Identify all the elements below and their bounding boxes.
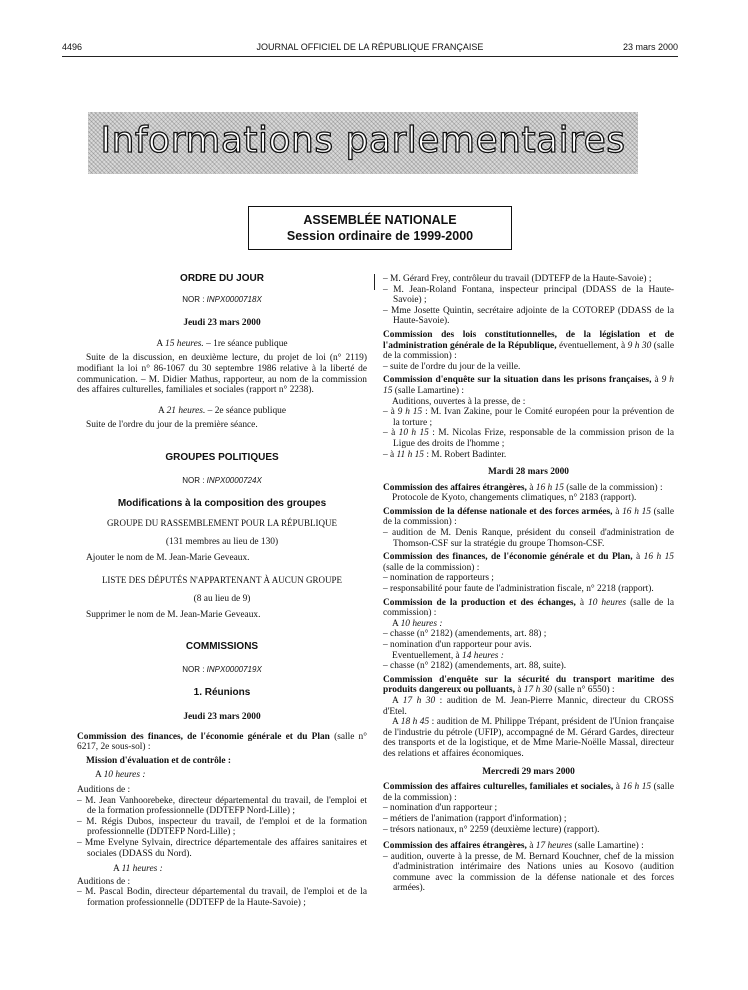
- maritime-commission: [383, 675, 674, 696]
- culturelles-connector: à: [613, 782, 623, 793]
- nor-prefix: NOR :: [182, 294, 207, 304]
- production-session-2: [383, 651, 674, 662]
- seance-1-body: Suite de la discussion, en deuxième lecture, du projet de loi (n° 2119) modifiant la loi n° 86-1067 du 30 septembre 1986 relative à la liberté de communication. – M. Didier Mathus, rapporteur, au nom de la commission des affaires culturelles, familiales et sociales (rapport n° 2238).: [77, 353, 367, 396]
- etrangeres-room: (salle de la commission) :: [563, 482, 663, 493]
- commissions-heading: COMMISSIONS: [185, 641, 259, 653]
- ordre-du-jour-heading: ORDRE DU JOUR: [180, 273, 264, 284]
- mission-10h: [77, 770, 367, 781]
- seance-2-heading: [77, 406, 367, 417]
- etrangeres-commission-2: [383, 841, 674, 852]
- audition-time: 17 h 30: [402, 695, 436, 706]
- culturelles-commission: [383, 782, 674, 803]
- etrangeres-title: Commission des affaires étrangères,: [383, 841, 527, 852]
- non-inscrits-members: (8 au lieu de 9): [193, 594, 251, 605]
- etrangeres-time: 16 h 15: [535, 482, 564, 493]
- item-text: : M. Ivan Zakine, pour le Comité européen pour la prévention de la torture ;: [393, 407, 674, 428]
- mission-heading: Mission d'évaluation et de contrôle :: [86, 755, 232, 766]
- nor-prefix: NOR :: [182, 475, 207, 485]
- session-prefix: A: [392, 618, 401, 629]
- list-item: – trésors nationaux, n° 2259 (deuxième lecture) (rapport).: [383, 824, 600, 835]
- seance-2-prefix: A: [157, 405, 167, 416]
- item-prefix: – à: [383, 428, 399, 439]
- etrangeres-time: 17 heures: [535, 841, 573, 852]
- defense-connector: à: [612, 506, 623, 517]
- list-item: [383, 407, 674, 428]
- defense-commission: [383, 507, 674, 528]
- prisons-title: Commission d'enquête sur la situation dans les prisons françaises,: [383, 375, 652, 386]
- session-time: 10 heures :: [400, 618, 443, 629]
- list-item: – métiers de l'animation (rapport d'information) ;: [383, 813, 567, 824]
- list-item: – M. Jean-Roland Fontana, inspecteur principal (DDASS de la Haute-Savoie) ;: [383, 284, 674, 306]
- list-item: [383, 450, 674, 461]
- groupes-heading: GROUPES POLITIQUES: [165, 451, 279, 463]
- list-item: – Mme Josette Quintin, secrétaire adjointe de la COTOREP (DDASS de la Haute-Savoie).: [383, 305, 674, 327]
- list-item: – M. Pascal Bodin, directeur départemental du travail, de l'emploi et de la formation professionnelle (DDTEFP de la Haute-Savoie) ;: [77, 887, 367, 908]
- list-item: – M. Gérard Frey, contrôleur du travail (DDTEFP de la Haute-Savoie) ;: [383, 274, 652, 284]
- defense-room: (salle de la commission) :: [383, 506, 674, 528]
- rpr-heading: GROUPE DU RASSEMBLEMENT POUR LA RÉPUBLIQUE: [106, 517, 338, 528]
- etrangeres-connector: à: [526, 482, 536, 493]
- maritime-audition-1: [383, 696, 674, 717]
- list-item: – M. Régis Dubos, inspecteur du travail, de l'emploi et de la formation professionnelle (DDTEFP Nord-Lille) ;: [77, 816, 367, 838]
- mission-11h: [77, 864, 367, 875]
- list-item: [383, 428, 674, 449]
- lois-commission: [383, 330, 674, 362]
- mission-11h-time: 11 heures :: [121, 864, 163, 875]
- defense-time: 16 h 15: [622, 506, 651, 517]
- lois-title: Commission des lois constitutionnelles, de la législation et de l'administration générale de la République,: [383, 329, 674, 351]
- mission-10h-prefix: A: [95, 770, 104, 781]
- section-banner: [88, 112, 638, 174]
- list-item: – responsabilité pour faute de l'administration fiscale, n° 2218 (rapport).: [383, 584, 654, 595]
- etrangeres-room: (salle Lamartine) :: [572, 841, 644, 852]
- audition-text: : audition de M. Philippe Trépant, président de l'Union française de l'industrie du pétrole (UFIP), accompagné de M. Gérard Gardes, directeur des transports et de la logistique, et de Mme Marie-Noëlle Massal, directeur des relations et affaires économiques.: [383, 717, 674, 759]
- culturelles-title: Commission des affaires culturelles, familiales et sociales,: [383, 782, 614, 793]
- maritime-connector: à: [515, 685, 524, 696]
- maritime-title: Commission d'enquête sur la sécurité du transport maritime des produits dangereux ou polluants,: [383, 674, 674, 696]
- rpr-members: (131 membres au lieu de 130): [165, 537, 279, 548]
- seance-1-time: 15 heures.: [165, 338, 204, 349]
- modifications-heading: Modifications à la composition des groupes: [117, 498, 327, 510]
- nor-code: INPX0000719X: [206, 664, 262, 674]
- finances-commission: [77, 732, 367, 753]
- header-rule: [62, 56, 678, 57]
- session-name: Session ordinaire de 1999-2000: [286, 229, 474, 243]
- maritime-time: 17 h 30: [523, 685, 552, 696]
- seance-1-heading: [77, 339, 367, 350]
- finances-time: 16 h 15: [643, 552, 674, 563]
- reunions-date: Jeudi 23 mars 2000: [183, 712, 261, 723]
- defense-title: Commission de la défense nationale et des forces armées,: [383, 506, 613, 517]
- mercredi-date: Mercredi 29 mars 2000: [482, 766, 575, 777]
- seance-1-label: – 1re séance publique: [203, 338, 288, 349]
- finances-room: (salle n° 6217, 2e sous-sol) :: [77, 731, 367, 753]
- reunions-heading: 1. Réunions: [193, 687, 251, 699]
- list-item: – chasse (n° 2182) (amendements, art. 88) ;: [383, 629, 547, 640]
- item-time: 9 h 15: [397, 407, 423, 418]
- issue-date: 23 mars 2000: [622, 42, 678, 52]
- groupes-nor-reference: [77, 476, 367, 487]
- production-commission: [383, 598, 674, 619]
- seance-2-label: – 2e séance publique: [205, 405, 287, 416]
- item-prefix: – à: [383, 449, 397, 460]
- left-column: [77, 270, 367, 909]
- etrangeres-body: Protocole de Kyoto, changements climatiques, n° 2183 (rapport).: [392, 493, 637, 504]
- list-item: – chasse (n° 2182) (amendements, art. 88, suite).: [383, 661, 567, 672]
- non-inscrits-heading: LISTE DES DÉPUTÉS N'APPARTENANT À AUCUN GROUPE: [101, 574, 343, 585]
- culturelles-time: 16 h 15: [622, 782, 652, 793]
- seance-1-prefix: A: [156, 338, 166, 349]
- assembly-box: [248, 206, 512, 250]
- column-rule: [374, 274, 375, 290]
- prisons-label: Auditions, ouvertes à la presse, de :: [392, 396, 526, 407]
- finances-connector: à: [632, 552, 644, 563]
- assembly-name: ASSEMBLÉE NATIONALE: [303, 213, 457, 227]
- lois-connector: éventuellement, à: [556, 340, 628, 351]
- ordre-nor-reference: [77, 295, 367, 306]
- production-room: (salle de la commission) :: [383, 597, 674, 619]
- item-time: 10 h 15: [398, 428, 429, 439]
- banner-title: Informations parlementaires: [100, 120, 626, 161]
- finances-title: Commission des finances, de l'économie générale et du Plan,: [383, 552, 633, 563]
- seance-2-body: Suite de l'ordre du jour de la première séance.: [86, 420, 258, 431]
- audition-prefix: A: [392, 695, 403, 706]
- finances-commission-2: [383, 552, 674, 573]
- culturelles-room: (salle de la commission) :: [383, 782, 674, 803]
- list-item: – suite de l'ordre du jour de la veille.: [383, 361, 521, 372]
- right-column: [383, 270, 674, 894]
- prisons-time: 9 h 15: [383, 375, 674, 396]
- prisons-room: (salle Lamartine) :: [392, 385, 464, 396]
- rpr-body: Ajouter le nom de M. Jean-Marie Geveaux.: [86, 552, 250, 563]
- non-inscrits-body: Supprimer le nom de M. Jean-Marie Geveaux.: [86, 609, 261, 620]
- running-header: [62, 42, 678, 56]
- list-item: – audition de M. Denis Ranque, président du conseil d'administration de Thomson-CSF sur la stratégie du groupe Thomson-CSF.: [383, 528, 674, 549]
- nor-code: INPX0000724X: [206, 475, 262, 485]
- finances-room: (salle de la commission) :: [383, 562, 480, 573]
- session-time: 14 heures :: [462, 650, 504, 661]
- list-item: – Mme Evelyne Sylvain, directrice départementale des affaires sanitaires et sociales (DDASS du Nord).: [77, 838, 367, 859]
- commissions-nor-reference: [77, 665, 367, 676]
- production-connector: à: [575, 597, 589, 608]
- production-time: 10 heures: [588, 597, 627, 608]
- mission-10h-label: Auditions de :: [77, 785, 131, 796]
- seance-2-time: 21 heures.: [166, 405, 206, 416]
- item-prefix: – à: [383, 407, 398, 418]
- mission-11h-label: Auditions de :: [77, 876, 131, 887]
- ordre-date: Jeudi 23 mars 2000: [183, 318, 261, 329]
- nor-code: INPX0000718X: [206, 294, 262, 304]
- mission-10h-time: 10 heures :: [103, 770, 146, 781]
- nor-prefix: NOR :: [182, 664, 207, 674]
- lois-time: 9 h 30: [627, 340, 652, 351]
- list-item: – audition, ouverte à la presse, de M. Bernard Kouchner, chef de la mission d'administration intérimaire des Nations unies au Kosovo (audition commune avec la commission de la défense nationale et des forces armées).: [383, 851, 674, 894]
- journal-title: JOURNAL OFFICIEL DE LA RÉPUBLIQUE FRANÇAISE: [256, 42, 484, 52]
- prisons-connector: à: [651, 375, 662, 386]
- production-title: Commission de la production et des échanges,: [383, 597, 576, 608]
- etrangeres-title: Commission des affaires étrangères,: [383, 482, 527, 493]
- mardi-date: Mardi 28 mars 2000: [488, 467, 569, 478]
- finances-title: Commission des finances, de l'économie générale et du Plan: [77, 731, 330, 742]
- maritime-audition-2: [383, 717, 674, 759]
- maritime-room: (salle n° 6550) :: [551, 685, 615, 696]
- item-text: : M. Robert Badinter.: [423, 449, 507, 460]
- lois-room: (salle de la commission) :: [383, 340, 675, 362]
- item-time: 11 h 15: [396, 449, 424, 460]
- list-item: – nomination d'un rapporteur ;: [383, 803, 498, 814]
- etrangeres-commission-1: [383, 483, 674, 494]
- mission-11h-prefix: A: [113, 864, 122, 875]
- audition-prefix: A: [392, 717, 401, 728]
- audition-text: : audition de M. Jean-Pierre Mannic, directeur du CROSS d'Etel.: [383, 695, 674, 717]
- prisons-commission: [383, 375, 674, 396]
- etrangeres-connector: à: [526, 841, 536, 852]
- list-item: – M. Jean Vanhoorebeke, directeur départemental du travail, de l'emploi et de la formation professionnelle (DDTEFP Nord-Lille) ;: [77, 795, 367, 817]
- list-item: – nomination de rapporteurs ;: [383, 573, 494, 584]
- page-number: 4496: [62, 42, 83, 52]
- production-session-1: [383, 619, 674, 630]
- session-prefix: Eventuellement, à: [392, 650, 463, 661]
- audition-time: 18 h 45: [400, 717, 430, 728]
- list-item: – nomination d'un rapporteur pour avis.: [383, 640, 532, 650]
- item-text: : M. Nicolas Frize, responsable de la commission prison de la Ligue des droits de l'homme ;: [393, 428, 674, 449]
